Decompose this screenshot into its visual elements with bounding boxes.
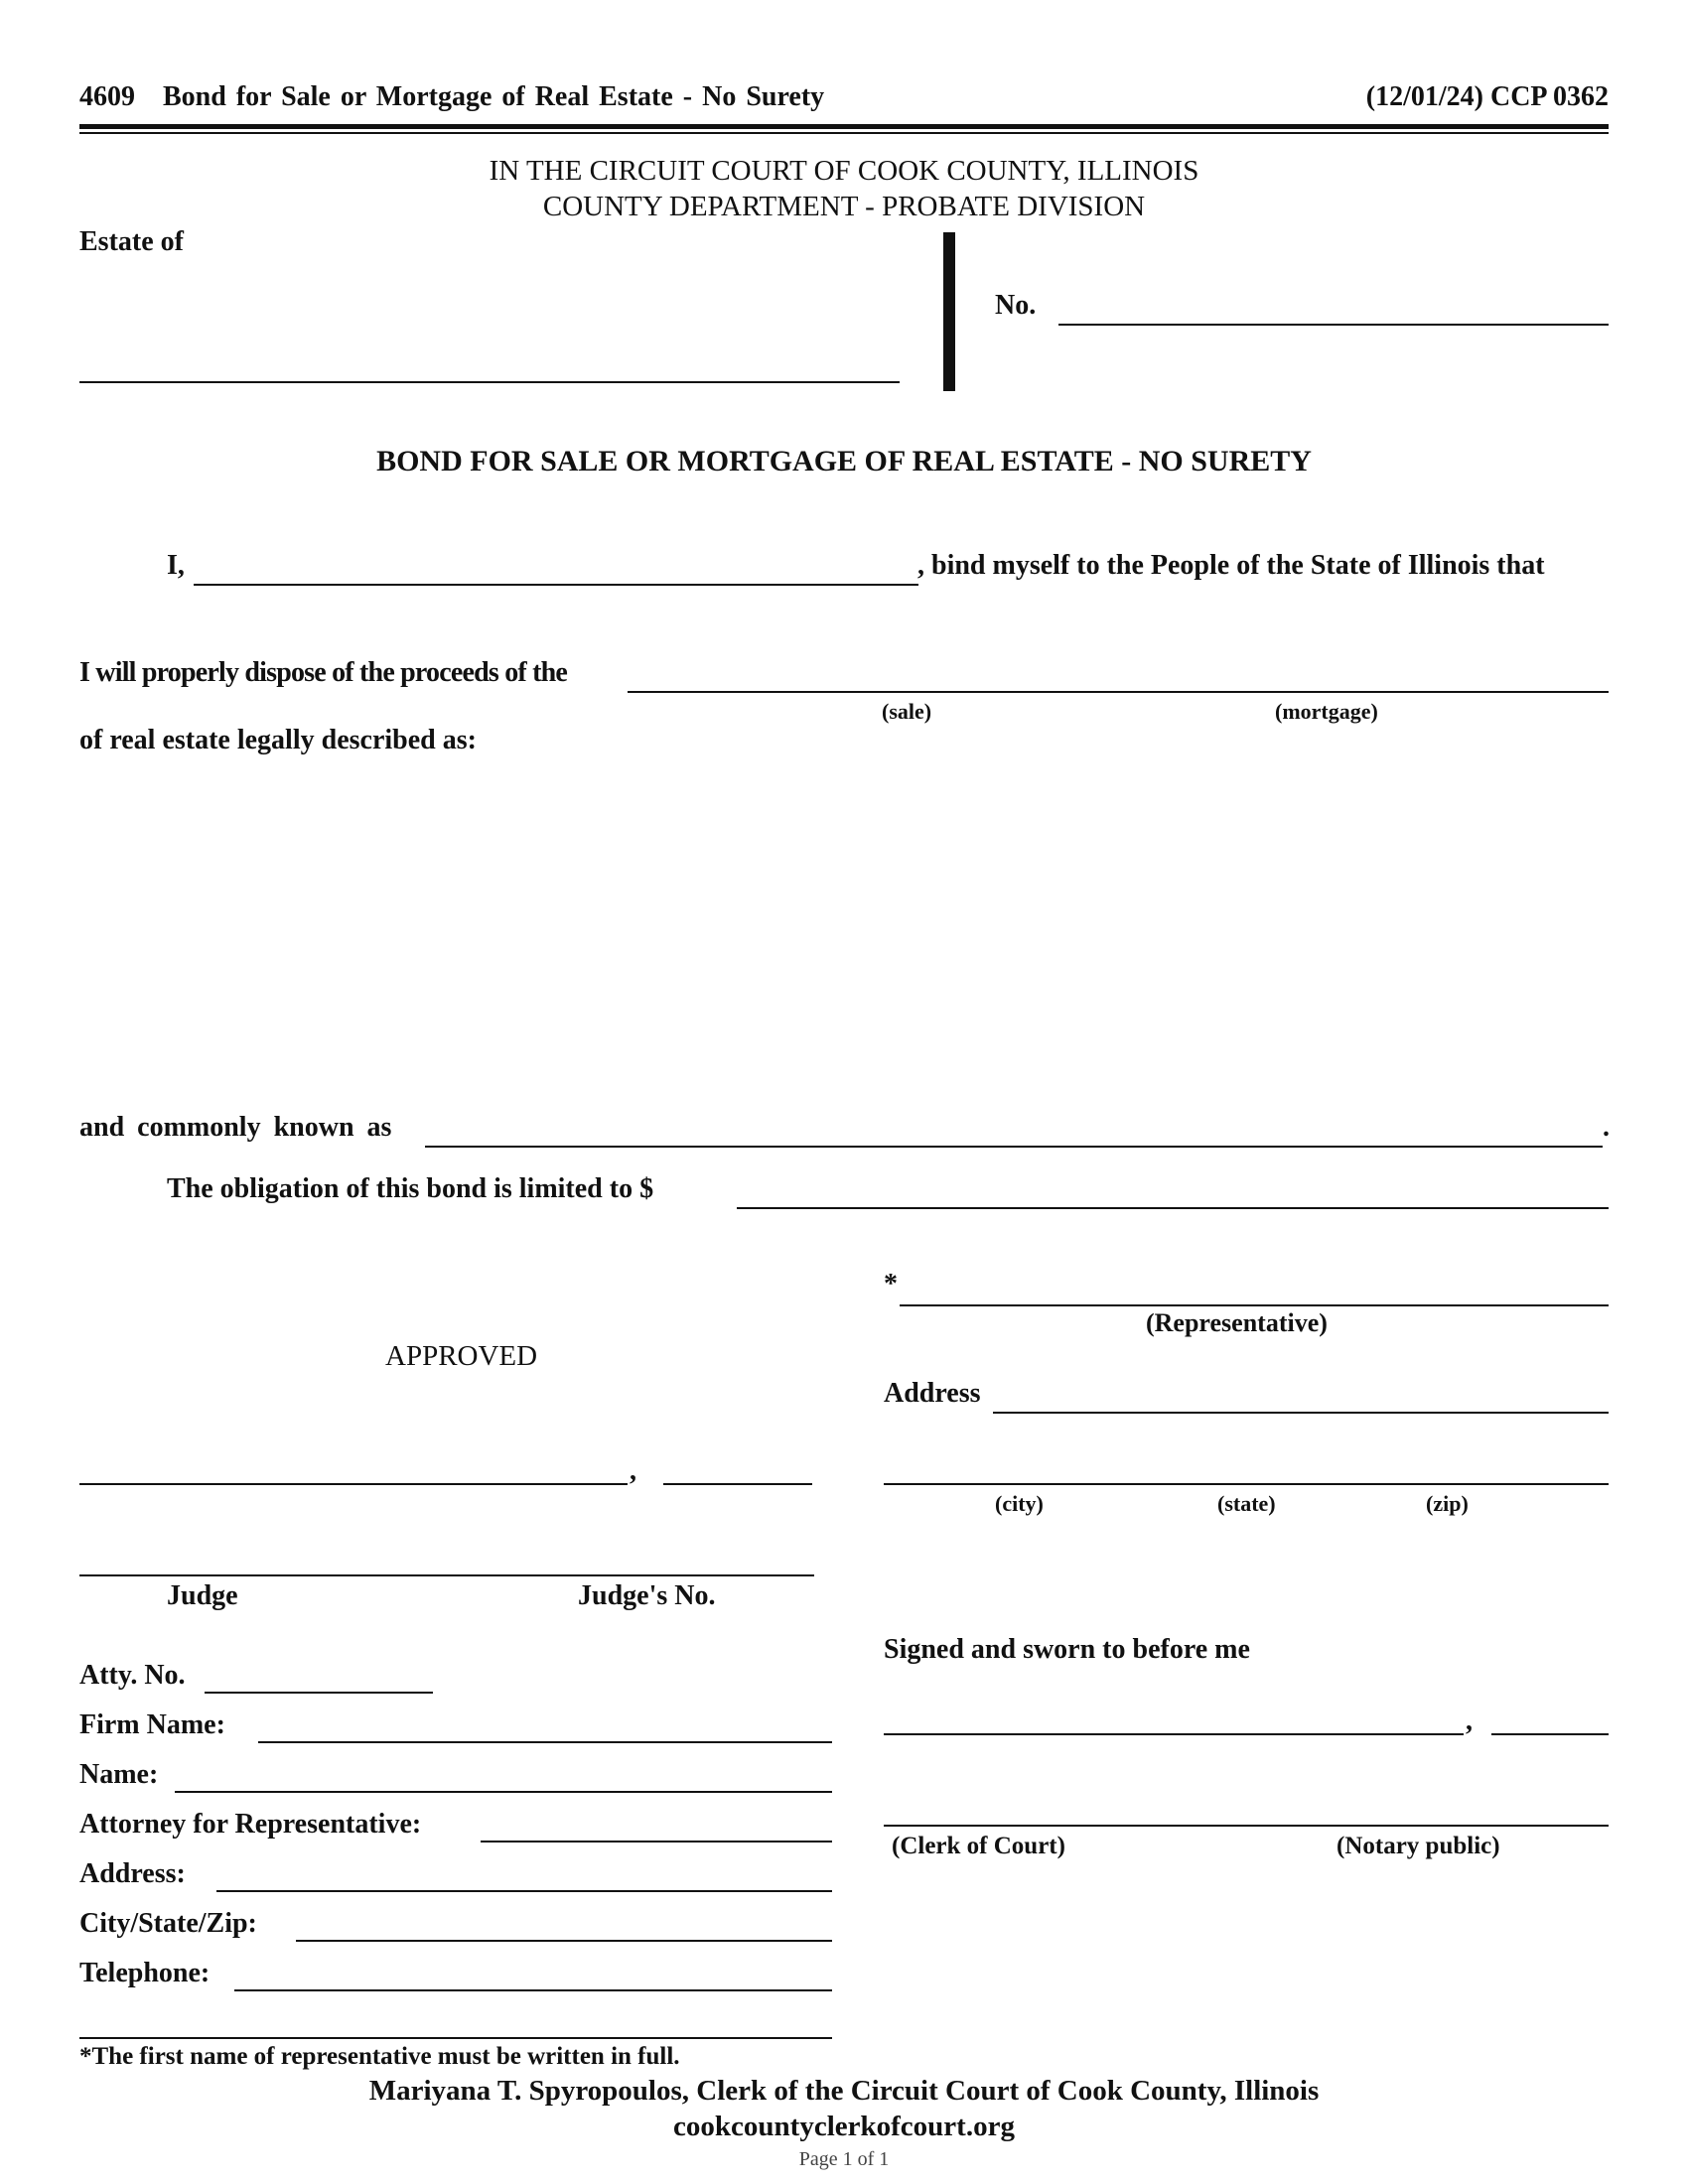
sworn-date-field[interactable] xyxy=(884,1702,1464,1735)
rep-city-state-zip-field[interactable] xyxy=(884,1451,1609,1485)
sale-or-mortgage-field[interactable] xyxy=(628,659,1609,693)
zip-label: (zip) xyxy=(1426,1491,1469,1516)
form-id: 4609 xyxy=(79,81,135,112)
caption-divider xyxy=(943,232,955,391)
court-division: COUNTY DEPARTMENT - PROBATE DIVISION xyxy=(542,191,1146,222)
attorney-telephone-label: Telephone: xyxy=(79,1958,211,1988)
form-revision: (12/01/24) CCP 0362 xyxy=(1365,81,1609,112)
footnote-rule xyxy=(79,2037,832,2039)
mortgage-label: (mortgage) xyxy=(1275,699,1378,724)
clerk-notary-signature-field[interactable] xyxy=(884,1793,1609,1827)
document-title: BOND FOR SALE OR MORTGAGE OF REAL ESTATE - NO SURETY xyxy=(376,445,1312,478)
asterisk: * xyxy=(884,1269,898,1299)
footer-clerk: Mariyana T. Spyropoulos, Clerk of the Circuit Court of Cook County, Illinois xyxy=(368,2075,1320,2107)
estate-name-field[interactable] xyxy=(79,349,900,383)
representative-name-field[interactable] xyxy=(194,552,918,586)
known-as-field[interactable] xyxy=(425,1114,1603,1148)
representative-label: (Representative) xyxy=(1146,1308,1328,1337)
page-number: Page 1 of 1 xyxy=(798,2148,890,2170)
atty-no-field[interactable] xyxy=(205,1660,433,1694)
attorney-telephone-field[interactable] xyxy=(234,1958,832,1991)
bind-text: , bind myself to the People of the State of Illinois that xyxy=(917,550,1545,581)
dispose-text: I will properly dispose of the proceeds of the xyxy=(79,657,568,688)
notary-public-label: (Notary public) xyxy=(1336,1833,1500,1859)
estate-label: Estate of xyxy=(79,226,184,257)
rep-address-field[interactable] xyxy=(993,1380,1609,1414)
header-rule-thin xyxy=(79,132,1609,134)
sale-label: (sale) xyxy=(882,699,932,724)
state-label: (state) xyxy=(1217,1491,1276,1516)
approved-comma: , xyxy=(630,1455,636,1486)
known-as-label: and commonly known as xyxy=(79,1112,392,1143)
clerk-of-court-label: (Clerk of Court) xyxy=(892,1833,1065,1859)
approved-date-field[interactable] xyxy=(79,1451,628,1485)
sworn-label: Signed and sworn to before me xyxy=(884,1634,1250,1665)
attorney-name-label: Name: xyxy=(79,1759,159,1790)
judge-signature-field[interactable] xyxy=(79,1543,814,1576)
attorney-for-label: Attorney for Representative: xyxy=(79,1809,422,1840)
legal-description-field[interactable] xyxy=(79,766,1609,1094)
case-number-label: No. xyxy=(995,290,1037,321)
firm-name-field[interactable] xyxy=(258,1709,832,1743)
attorney-address-label: Address: xyxy=(79,1858,186,1889)
footnote: *The first name of representative must be written in full. xyxy=(79,2043,680,2070)
judge-number-label: Judge's No. xyxy=(578,1580,716,1611)
sworn-year-field[interactable] xyxy=(1491,1702,1609,1735)
atty-no-label: Atty. No. xyxy=(79,1660,186,1691)
firm-name-label: Firm Name: xyxy=(79,1709,225,1740)
footer-website[interactable]: cookcountyclerkofcourt.org xyxy=(673,2111,1015,2142)
representative-signature-field[interactable] xyxy=(900,1273,1609,1306)
rep-address-label: Address xyxy=(884,1378,981,1409)
approved-year-field[interactable] xyxy=(663,1451,812,1485)
obligation-amount-field[interactable] xyxy=(737,1175,1609,1209)
attorney-city-label: City/State/Zip: xyxy=(79,1908,257,1939)
sworn-comma: , xyxy=(1466,1706,1473,1736)
known-as-period: . xyxy=(1603,1112,1610,1143)
form-title-header: Bond for Sale or Mortgage of Real Estate - No Surety xyxy=(163,81,825,112)
attorney-city-field[interactable] xyxy=(296,1908,832,1942)
form-header xyxy=(79,81,1609,121)
header-rule-thick xyxy=(79,124,1609,129)
case-number-field[interactable] xyxy=(1058,292,1609,326)
attorney-name-field[interactable] xyxy=(175,1759,832,1793)
attorney-for-field[interactable] xyxy=(481,1809,832,1843)
city-label: (city) xyxy=(995,1491,1044,1516)
attorney-address-field[interactable] xyxy=(216,1858,832,1892)
legal-description-label: of real estate legally described as: xyxy=(79,725,477,755)
judge-label: Judge xyxy=(167,1580,238,1611)
approved-label: APPROVED xyxy=(385,1340,538,1372)
obligation-label: The obligation of this bond is limited to $ xyxy=(167,1173,654,1204)
i-label: I, xyxy=(167,550,185,581)
court-name: IN THE CIRCUIT COURT OF COOK COUNTY, ILLINOIS xyxy=(489,155,1199,187)
